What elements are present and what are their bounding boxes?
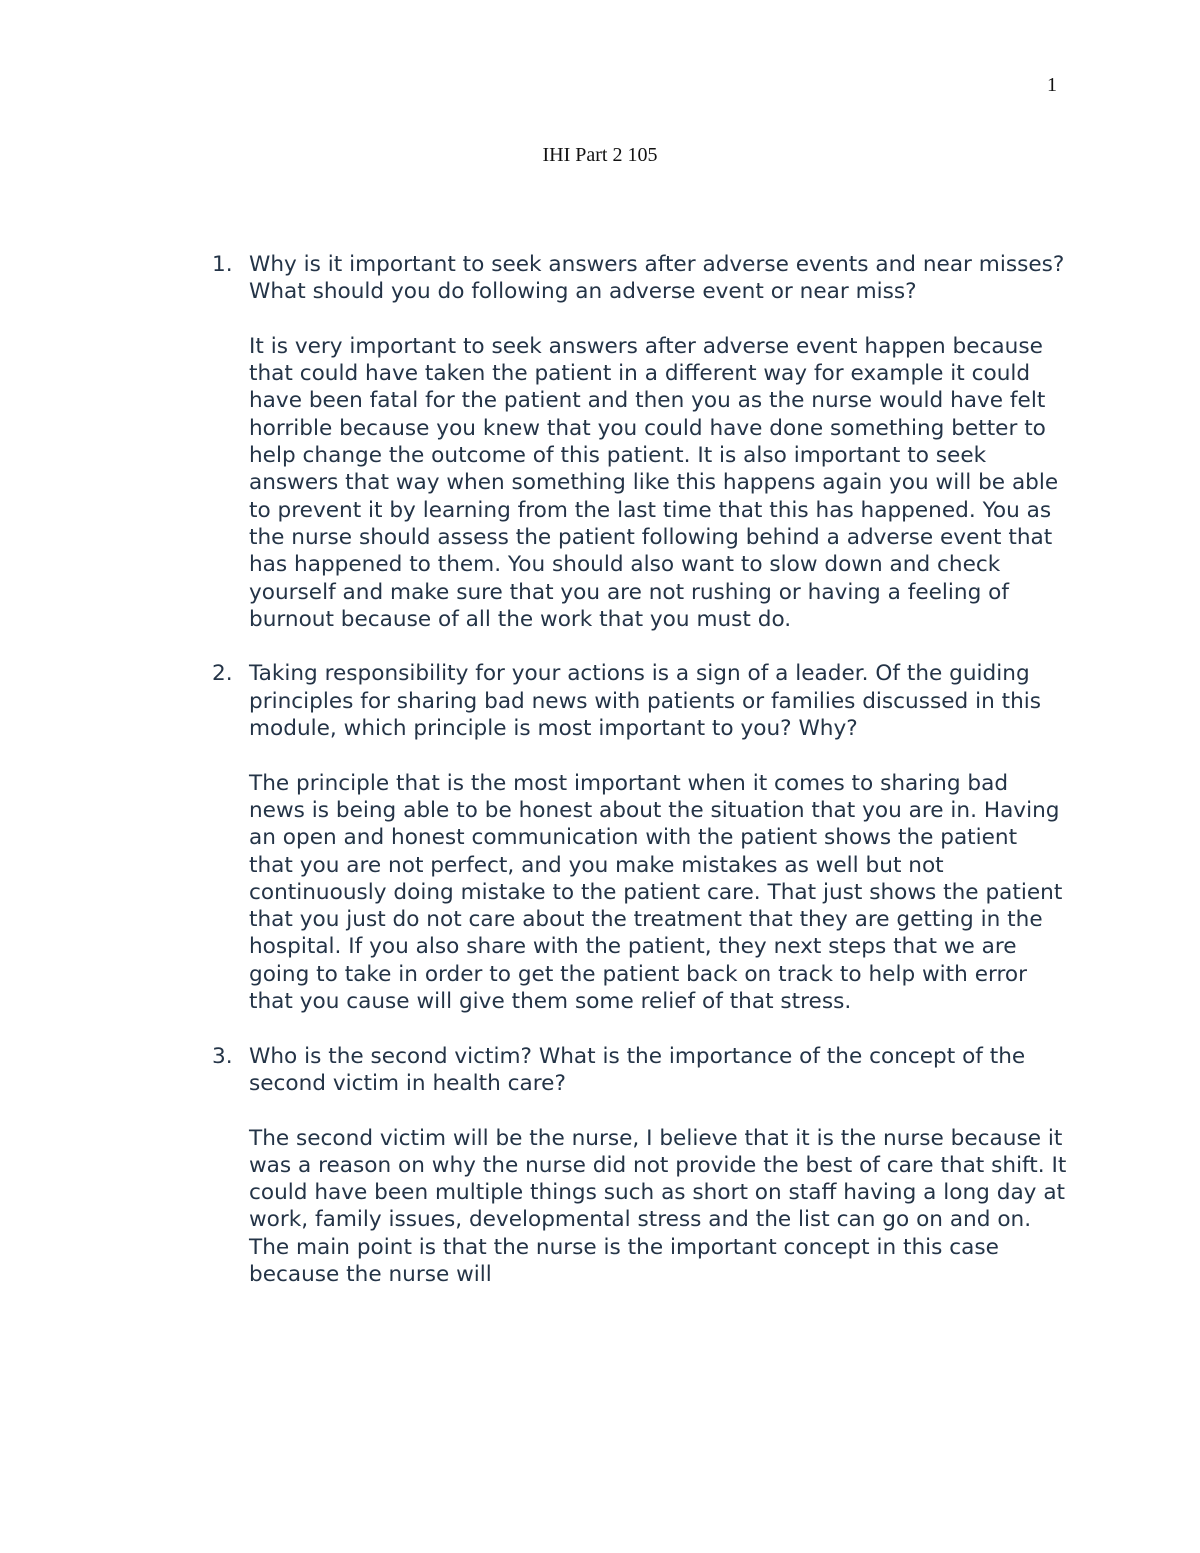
question-item <box>212 1043 1067 1289</box>
question-number: 2. <box>212 661 233 687</box>
question-item <box>212 660 1067 1015</box>
answer-text: It is very important to seek answers after adverse event happen because that could have taken the patient in a different way for example it could have been fatal for the patient and then you as the nurse would have felt horrible because you knew that you could have done something better to help change the outcome of this patient. It is also important to seek answers that way when something like this happens again you will be able to prevent it by learning from the last time that this has happened. You as the nurse should assess the patient following behind a adverse event that has happened to them. You should also want to slow down and check yourself and make sure that you are not rushing or having a feeling of burnout because of all the work that you must do. <box>249 333 1059 632</box>
question-text: Why is it important to seek answers after adverse events and near misses? What should you do following an adverse event or near miss? <box>249 252 1065 305</box>
answer-text: The principle that is the most important when it comes to sharing bad news is being able to be honest about the situation that you are in. Having an open and honest communication with the patient shows the patient that you are not perfect, and you make mistakes as well but not continuously doing mistake to the patient care. That just shows the patient that you just do not care about the treatment that they are getting in the hospital. If you also share with the patient, they next steps that we are going to take in order to get the patient back on track to help with error that you cause will give them some relief of that stress. <box>249 770 1063 1015</box>
question-text: Taking responsibility for your actions is a sign of a leader. Of the guiding principles for sharing bad news with patients or families discussed in this module, which principle is most important to you? Why? <box>249 661 1042 742</box>
question-number: 3. <box>212 1043 233 1069</box>
question-item <box>212 251 1067 633</box>
page-number: 1 <box>1047 74 1057 96</box>
question-number: 1. <box>212 252 233 277</box>
question-list <box>212 251 1067 1316</box>
question-text: Who is the second victim? What is the importance of the concept of the second victim in health care? <box>249 1043 1026 1096</box>
answer-text: The second victim will be the nurse, I believe that it is the nurse because it was a reason on why the nurse did not provide the best of care that shift. It could have been multiple things such as short on staff having a long day at work, family issues, developmental stress and the list can go on and on. The main point is that the nurse is the important concept in this case because the nurse will <box>249 1125 1067 1287</box>
document-title: IHI Part 2 105 <box>542 144 658 166</box>
